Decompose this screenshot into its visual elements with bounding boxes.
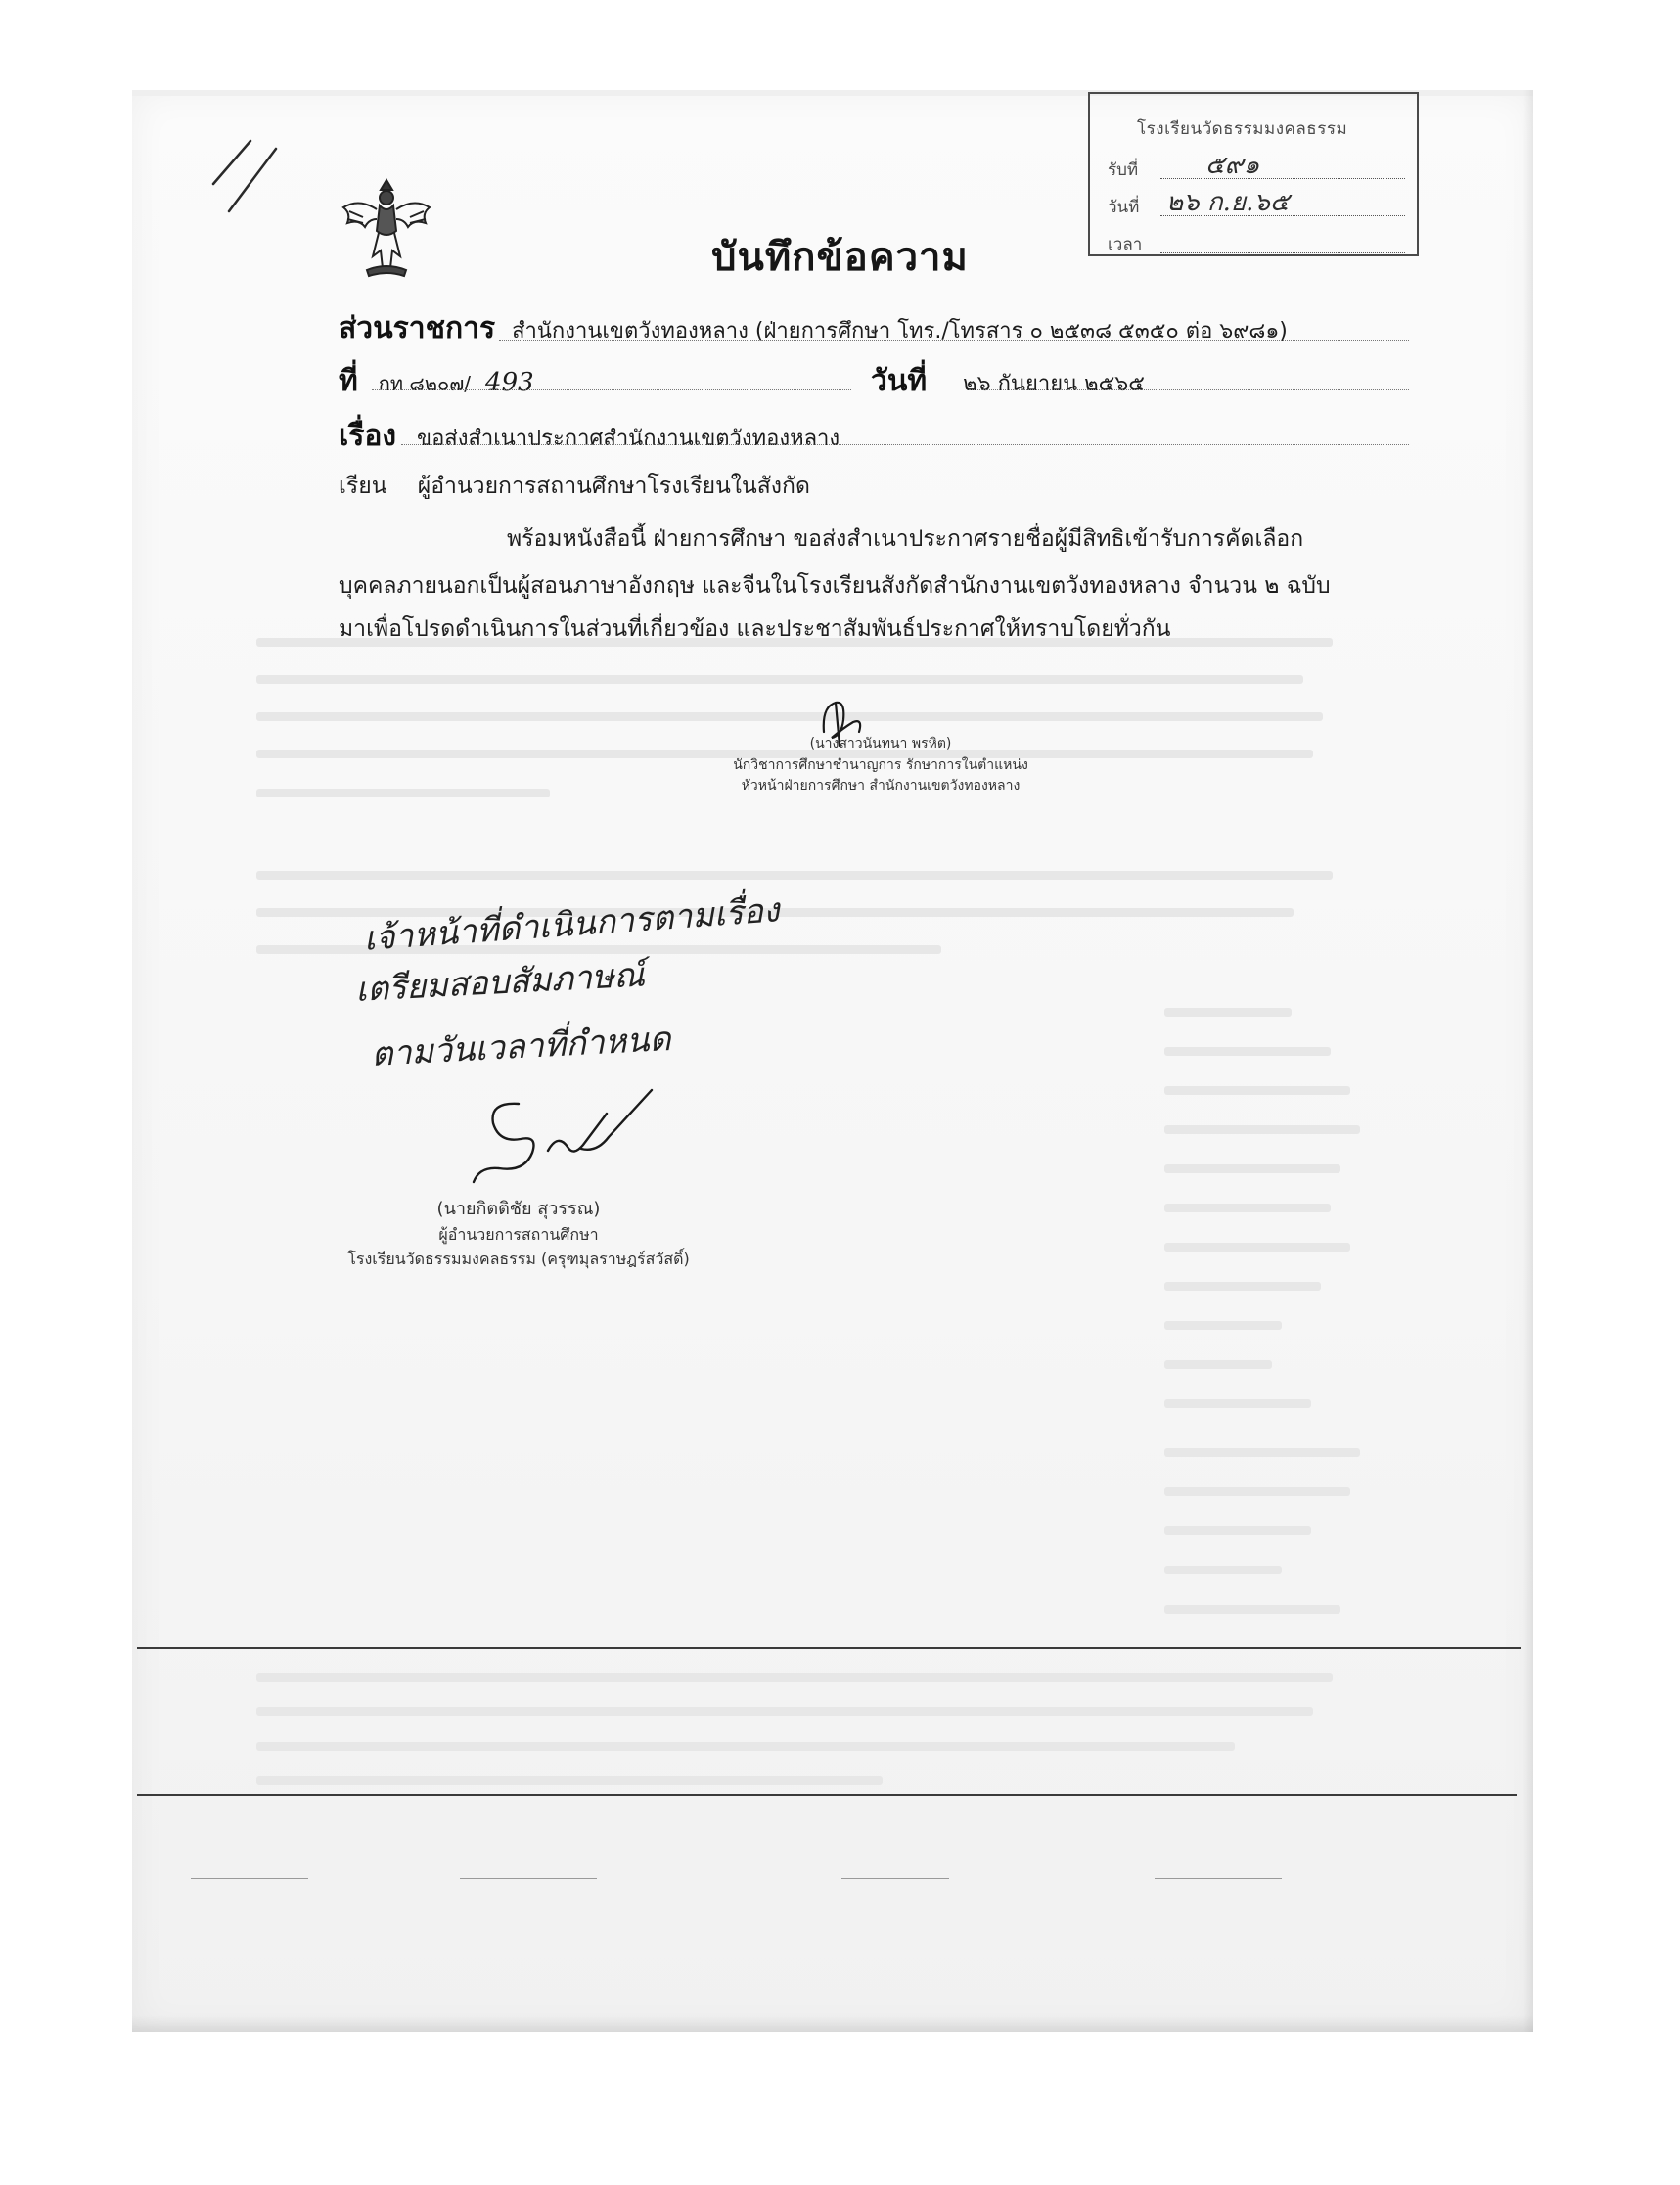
stamp-date-value: ๒๖ ก.ย.๖๕ xyxy=(1166,188,1290,217)
signatory-1-block xyxy=(675,734,1086,797)
handwritten-instruction-line-2: เตรียมสอบสัมภาษณ์ xyxy=(354,955,646,1010)
page-edge-bottom xyxy=(132,2015,1533,2032)
agency-row xyxy=(339,305,1288,351)
agency-value: สำนักงานเขตวังทองหลาง (ฝ่ายการศึกษา โทร./โทรสาร ๐ ๒๕๓๘ ๕๓๕๐ ต่อ ๖๙๘๑) xyxy=(512,319,1288,343)
stamp-school-name: โรงเรียนวัดธรรมมงคลธรรม xyxy=(1137,119,1348,139)
signature-2 xyxy=(460,1084,685,1192)
reference-label: ที่ xyxy=(339,364,358,398)
subject-value: ขอส่งสำเนาประกาศสำนักงานเขตวังทองหลาง xyxy=(417,427,840,451)
stamp-received-number: ๕๙๑ xyxy=(1205,151,1260,180)
stamp-date-row xyxy=(1108,194,1160,220)
fold-line-1 xyxy=(137,1647,1521,1649)
signatory-1-position-2: หัวหน้าฝ่ายการศึกษา สำนักงานเขตวังทองหลาง xyxy=(741,778,1021,795)
body-line-1: พร้อมหนังสือนี้ ฝ่ายการศึกษา ขอส่งสำเนาประกาศรายชื่อผู้มีสิทธิเข้ารับการคัดเลือก xyxy=(507,526,1304,552)
signatory-2-block xyxy=(323,1196,714,1271)
signatory-1-name: (นางสาวนันทนา พรหิต) xyxy=(809,736,952,751)
stamp-time-label: เวลา xyxy=(1108,235,1143,254)
handwritten-instruction-line-3: ตามวันเวลาที่กำหนด xyxy=(370,1019,672,1074)
date-value: ๒๖ กันยายน ๒๕๖๕ xyxy=(963,372,1145,396)
signatory-1-position: นักวิชาการศึกษาชำนาญการ รักษาการในตำแหน่ง xyxy=(733,756,1028,773)
agency-label: ส่วนราชการ xyxy=(339,311,496,345)
subject-label: เรื่อง xyxy=(339,419,397,453)
salutation-label: เรียน xyxy=(339,474,387,499)
agency-dotted-line xyxy=(499,340,1409,341)
handwritten-instruction-line-1: เจ้าหน้าที่ดำเนินการตามเรื่อง xyxy=(362,890,781,959)
stamp-received-label: รับที่ xyxy=(1108,160,1139,180)
signatory-2-name: (นายกิตติชัย สุวรรณ) xyxy=(436,1199,601,1219)
stamp-dotted-line xyxy=(1160,178,1405,179)
signatory-2-position: ผู้อำนวยการสถานศึกษา xyxy=(438,1224,599,1244)
signatory-2-position-2: โรงเรียนวัดธรรมมงคลธรรม (ครุฑมุลราษฎร์สวัสดิ์) xyxy=(347,1249,690,1268)
date-dotted-line xyxy=(969,389,1409,390)
fold-line-2 xyxy=(137,1794,1517,1796)
reference-handwritten-number: 493 xyxy=(485,368,534,397)
document-title: บันทึกข้อความ xyxy=(711,235,969,280)
date-label: วันที่ xyxy=(871,364,928,398)
reference-value: กท ๘๒๐๗/ xyxy=(378,372,472,395)
salutation xyxy=(339,476,810,498)
date-row xyxy=(871,358,1145,404)
body-line-3: มาเพื่อโปรดดำเนินการในส่วนที่เกี่ยวข้อง และประชาสัมพันธ์ประกาศให้ทราบโดยทั่วกัน xyxy=(339,616,1171,642)
stamp-date-label: วันที่ xyxy=(1108,198,1140,217)
handwritten-mark xyxy=(205,137,284,215)
subject-row xyxy=(339,413,840,459)
reference-dotted-line xyxy=(372,389,851,390)
body-line-2: บุคคลภายนอกเป็นผู้สอนภาษาอังกฤษ และจีนในโรงเรียนสังกัดสำนักงานเขตวังทองหลาง จำนวน ๒ ฉบับ xyxy=(339,573,1331,599)
stamp-received-row xyxy=(1108,157,1160,183)
subject-dotted-line xyxy=(401,444,1409,445)
salutation-value: ผู้อำนวยการสถานศึกษาโรงเรียนในสังกัด xyxy=(417,474,810,499)
reference-row xyxy=(339,358,534,404)
page-edge-right xyxy=(1523,90,1533,2032)
